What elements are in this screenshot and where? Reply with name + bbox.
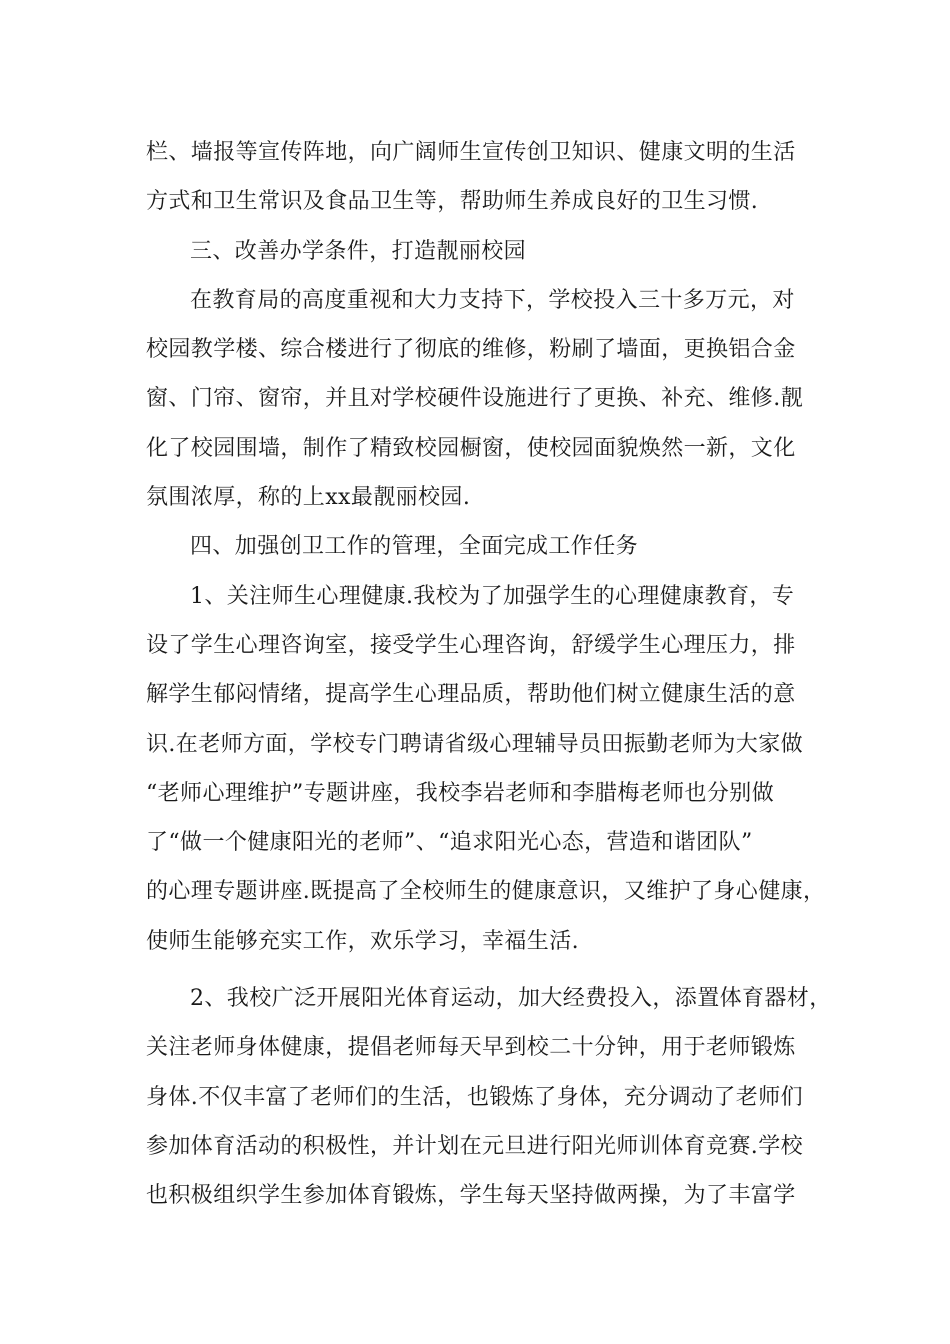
text-line: 了“做一个健康阳光的老师”、“追求阳光心态，营造和谐团队” bbox=[146, 830, 753, 856]
document-body bbox=[146, 128, 832, 1221]
text-line: 身体.不仅丰富了老师们的生活，也锻炼了身体，充分调动了老师们 bbox=[146, 1084, 803, 1110]
text-line: 窗、门帘、窗帘，并且对学校硬件设施进行了更换、补充、维修.靓 bbox=[146, 386, 803, 412]
section-heading: 四、加强创卫工作的管理，全面完成工作任务 bbox=[190, 534, 639, 560]
text-line: 氛围浓厚，称的上xx最靓丽校园. bbox=[146, 485, 471, 511]
text-line: 栏、墙报等宣传阵地，向广阔师生宣传创卫知识、健康文明的生活 bbox=[146, 140, 796, 165]
text-line: 1、关注师生心理健康.我校为了加强学生的心理健康教育，专 bbox=[190, 583, 795, 609]
text-line: 在教育局的高度重视和大力支持下，学校投入三十多万元，对 bbox=[190, 287, 795, 313]
text-line: 关注老师身体健康，提倡老师每天早到校二十分钟，用于老师锻炼 bbox=[146, 1035, 796, 1061]
text-line: 使师生能够充实工作，欢乐学习，幸福生活. bbox=[146, 928, 579, 954]
text-line: 方式和卫生常识及食品卫生等，帮助师生养成良好的卫生习惯. bbox=[146, 189, 759, 215]
text-line: 2、我校广泛开展阳光体育运动，加大经费投入，添置体育器材， bbox=[190, 986, 832, 1012]
text-line: “老师心理维护”专题讲座，我校李岩老师和李腊梅老师也分别做 bbox=[146, 780, 775, 806]
text-line: 识.在老师方面，学校专门聘请省级心理辅导员田振勤老师为大家做 bbox=[146, 731, 803, 757]
text-line: 的心理专题讲座.既提高了全校师生的健康意识，又维护了身心健康， bbox=[146, 879, 826, 905]
text-line: 参加体育活动的积极性，并计划在元旦进行阳光师训体育竞赛.学校 bbox=[146, 1133, 803, 1159]
section-heading: 三、改善办学条件，打造靓丽校园 bbox=[190, 238, 527, 264]
text-line: 设了学生心理咨询室，接受学生心理咨询，舒缓学生心理压力，排 bbox=[146, 632, 796, 658]
text-line: 化了校园围墙，制作了精致校园橱窗，使校园面貌焕然一新，文化 bbox=[146, 435, 796, 461]
text-line: 校园教学楼、综合楼进行了彻底的维修，粉刷了墙面，更换铝合金 bbox=[146, 337, 796, 363]
text-line: 解学生郁闷情绪，提高学生心理品质，帮助他们树立健康生活的意 bbox=[146, 682, 796, 708]
text-line: 也积极组织学生参加体育锻炼，学生每天坚持做两操，为了丰富学 bbox=[146, 1183, 796, 1209]
